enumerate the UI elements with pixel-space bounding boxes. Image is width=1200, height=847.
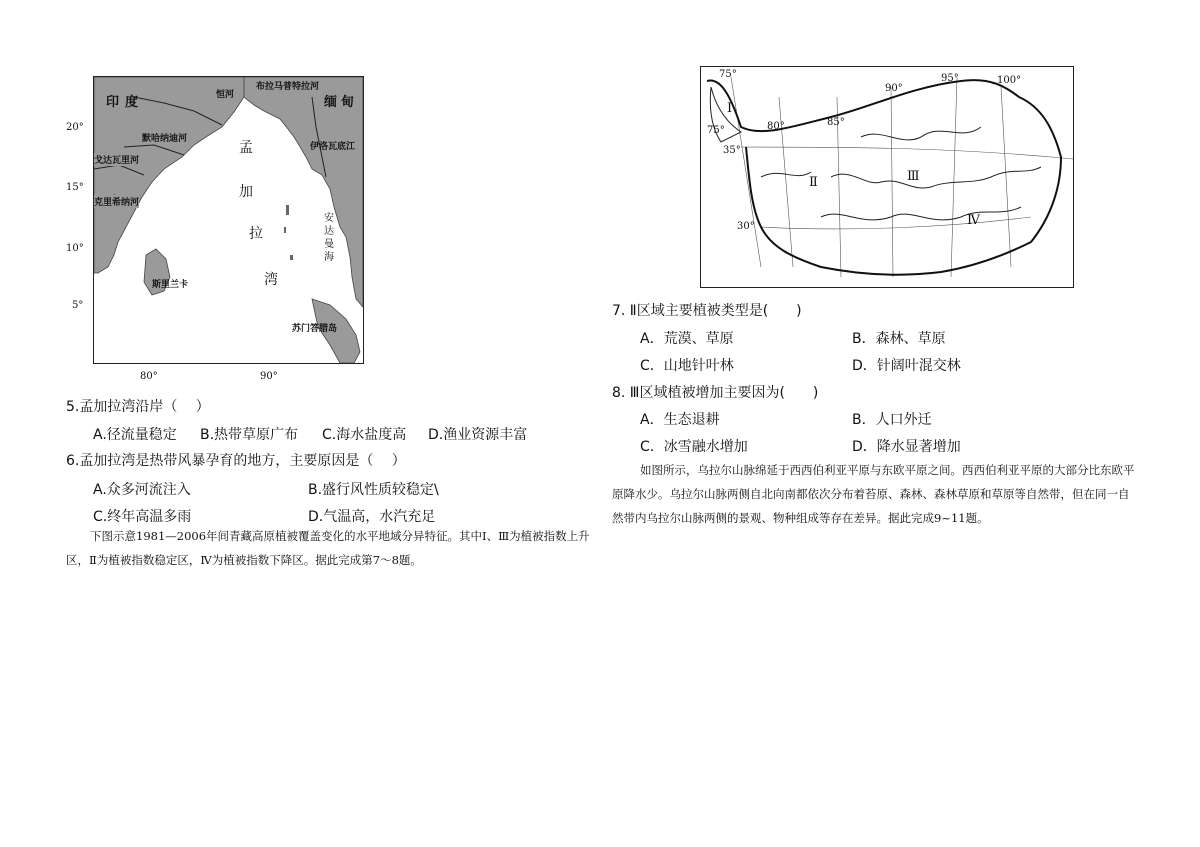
q5-option-b: B.热带草原广布 — [200, 427, 299, 443]
myanmar-label: 缅甸 — [324, 95, 359, 110]
lat-tick-20: 20° — [66, 122, 84, 133]
lat-tick-5: 5° — [72, 300, 84, 311]
q6-option-b: B.盛行风性质较稳定\ — [308, 482, 439, 498]
lat-tick-15: 15° — [66, 182, 84, 193]
sumatra-label: 苏门答腊岛 — [292, 324, 338, 334]
intro-questions-7-8: 下图示意1981—2006年间青藏高原植被覆盖变化的水平地域分异特征。其中Ⅰ、Ⅲ为植被指数上升区，Ⅱ为植被指数稳定区，Ⅳ为植被指数下降区。据此完成第7～8题。 — [66, 529, 590, 567]
andaman-label-4: 海 — [324, 252, 334, 263]
intro-questions-9-11: 如图所示，乌拉尔山脉绵延于西西伯利亚平原与东欧平原之间。西西伯利亚平原的大部分比东欧平原降水少。乌拉尔山脉两侧自北向南都依次分布着苔原、森林、森林草原和草原等自然带，但在同一自然带内乌拉尔山脉两侧的景观、物种组成等存在差异。据此完成9~11题。 — [612, 463, 1135, 525]
zone-2-label: Ⅱ — [809, 175, 818, 190]
andaman-label-1: 安 — [324, 213, 334, 224]
lat-tick-10: 10° — [66, 243, 84, 254]
brahmaputra-label: 布拉马普特拉河 — [256, 82, 320, 92]
q8-option-a: A．生态退耕 — [640, 412, 720, 428]
mahanadi-label: 默哈纳迪河 — [142, 134, 188, 144]
q6-option-a: A.众多河流注入 — [93, 482, 191, 498]
lat-75-left-label: 75° — [707, 125, 725, 136]
bay-label-2: 加 — [239, 184, 253, 200]
lon-95-label: 95° — [941, 73, 959, 84]
q8-option-d: D．降水显著增加 — [852, 439, 961, 455]
q6-option-c: C.终年高温多雨 — [93, 509, 192, 525]
lat-30-label: 30° — [737, 221, 755, 232]
q5-option-a: A.径流量稳定 — [93, 427, 177, 443]
zone-3-label: Ⅲ — [907, 169, 920, 184]
bay-label-3: 拉 — [249, 226, 263, 242]
tibetan-plateau-map-svg — [701, 67, 1073, 287]
q7-option-a: A．荒漠、草原 — [640, 331, 734, 347]
bay-label-1: 孟 — [239, 140, 253, 156]
question-8-stem: 8. Ⅲ区域植被增加主要因为( ) — [612, 385, 819, 401]
question-5-stem: 5.孟加拉湾沿岸（ ） — [66, 399, 210, 415]
tibetan-plateau-map — [700, 66, 1074, 288]
q6-option-d: D.气温高，水汽充足 — [308, 509, 436, 525]
lon-tick-80: 80° — [140, 371, 158, 382]
q7-option-b: B．森林、草原 — [852, 331, 946, 347]
q7-option-d: D．针阔叶混交林 — [852, 358, 961, 374]
andaman-label-2: 达 — [324, 226, 334, 237]
myanmar-landmass — [244, 77, 363, 307]
zone-1-label: Ⅰ — [727, 101, 733, 116]
q7-option-c: C．山地针叶林 — [640, 358, 734, 374]
godavari-label: 戈达瓦里河 — [94, 153, 139, 166]
andaman-label-3: 曼 — [324, 239, 334, 250]
andaman-islands — [286, 205, 289, 215]
lon-80-label: 80° — [767, 121, 785, 132]
irrawaddy-label: 伊洛瓦底江 — [310, 142, 356, 152]
lat-35-label: 35° — [723, 145, 741, 156]
sri-lanka-label: 斯里兰卡 — [152, 280, 189, 290]
lon-75-label: 75° — [719, 69, 737, 80]
bay-of-bengal-map — [93, 76, 364, 364]
krishna-label: 克里希纳河 — [94, 195, 139, 208]
lon-85-label: 85° — [827, 117, 845, 128]
q8-option-c: C．冰雪融水增加 — [640, 439, 748, 455]
q5-option-d: D.渔业资源丰富 — [428, 427, 528, 443]
q8-option-b: B．人口外迁 — [852, 412, 932, 428]
lon-90-label: 90° — [885, 83, 903, 94]
lon-tick-90: 90° — [260, 371, 278, 382]
q5-option-c: C.海水盐度高 — [322, 427, 407, 443]
question-7-stem: 7. Ⅱ区域主要植被类型是( ) — [612, 303, 802, 319]
lon-100-label: 100° — [997, 75, 1022, 86]
plateau-outline — [707, 80, 1061, 275]
bay-label-4: 湾 — [264, 272, 278, 288]
india-label: 印度 — [106, 95, 145, 110]
zone-4-label: Ⅳ — [967, 213, 980, 228]
question-6-stem: 6.孟加拉湾是热带风暴孕育的地方，主要原因是（ ） — [66, 453, 406, 469]
ganges-label: 恒河 — [216, 90, 235, 100]
